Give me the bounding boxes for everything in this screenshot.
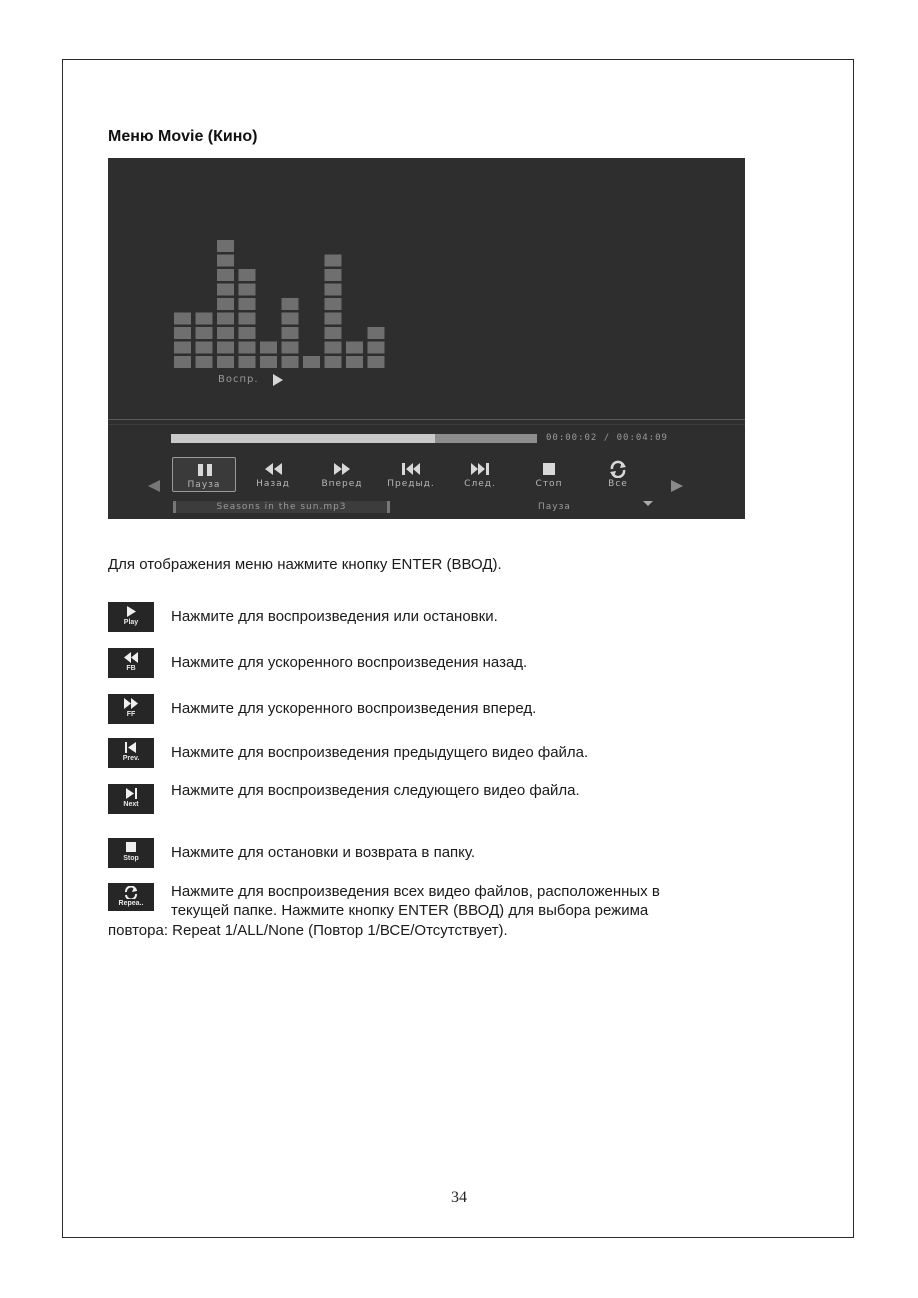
icon-caption: Next — [123, 801, 139, 808]
fast-forward-button[interactable] — [310, 457, 374, 492]
visualizer-cell — [217, 313, 234, 325]
tv-divider — [108, 419, 745, 420]
spectrum-visualizer — [108, 158, 745, 418]
visualizer-cell — [239, 327, 256, 339]
visualizer-cell — [217, 327, 234, 339]
control-label: Пауза — [187, 480, 221, 490]
visualizer-cell — [239, 284, 256, 296]
visualizer-cell — [325, 313, 342, 325]
legend-text: Нажмите для воспроизведения предыдущего видео файла. — [171, 744, 589, 761]
visualizer-cell — [196, 327, 213, 339]
visualizer-cell — [368, 342, 385, 354]
play-icon — [108, 602, 154, 632]
stop-button[interactable] — [517, 457, 581, 492]
control-label: Вперед — [321, 479, 363, 489]
time-readout: 00:00:02 / 00:04:09 — [546, 433, 668, 443]
fast-forward-icon — [108, 694, 154, 724]
icon-caption: Prev. — [122, 755, 140, 762]
control-label: Все — [608, 479, 628, 489]
visualizer-cell — [260, 342, 277, 354]
visualizer-cell — [346, 356, 363, 368]
rewind-button[interactable] — [241, 457, 305, 492]
icon-caption: FF — [126, 711, 136, 718]
visualizer-cell — [174, 313, 191, 325]
visualizer-cell — [325, 269, 342, 281]
next-icon — [448, 460, 512, 478]
legend-text-line2: текущей папке. Нажмите кнопку ENTER (ВВОД) для выбора режима — [171, 902, 649, 919]
visualizer-cell — [174, 356, 191, 368]
icon-caption: FB — [126, 665, 136, 672]
visualizer-cell — [196, 356, 213, 368]
visualizer-cell — [217, 240, 234, 252]
control-label: Назад — [256, 479, 290, 489]
control-label: Предыд. — [387, 479, 435, 489]
playback-progress-bar[interactable] — [171, 434, 537, 443]
next-button[interactable] — [448, 457, 512, 492]
visualizer-cell — [282, 313, 299, 325]
stop-icon — [108, 838, 154, 868]
repeat-icon — [586, 460, 650, 478]
section-title: Меню Movie (Кино) — [108, 128, 258, 145]
visualizer-cell — [174, 342, 191, 354]
legend-text: Нажмите для ускоренного воспроизведения вперед. — [171, 700, 537, 717]
playback-progress-fill — [171, 434, 435, 443]
icon-caption: Play — [123, 619, 139, 626]
visualizer-cell — [282, 356, 299, 368]
tv-menu-screenshot — [108, 158, 745, 519]
visualizer-cell — [217, 255, 234, 267]
icon-caption: Stop — [123, 855, 139, 862]
repeat-icon — [108, 883, 154, 911]
visualizer-cell — [239, 356, 256, 368]
previous-icon — [379, 460, 443, 478]
visualizer-cell — [282, 327, 299, 339]
rewind-icon — [241, 460, 305, 478]
visualizer-cell — [217, 284, 234, 296]
legend-text: Нажмите для воспроизведения следующего видео файла. — [171, 782, 580, 799]
legend-text: Нажмите для остановки и возврата в папку. — [171, 844, 476, 861]
visualizer-cell — [325, 342, 342, 354]
previous-button[interactable] — [379, 457, 443, 492]
viz-play-label: Воспр. — [218, 374, 259, 385]
legend-text: Нажмите для ускоренного воспроизведения назад. — [171, 654, 528, 671]
visualizer-cell — [239, 342, 256, 354]
visualizer-cell — [325, 255, 342, 267]
visualizer-cell — [217, 356, 234, 368]
visualizer-cell — [217, 298, 234, 310]
playback-status: Пауза — [538, 502, 571, 512]
visualizer-cell — [239, 298, 256, 310]
legend-text: Нажмите для воспроизведения или остановки. — [171, 608, 498, 625]
control-label: След. — [464, 479, 496, 489]
play-indicator-icon — [273, 374, 283, 386]
next-icon — [108, 784, 154, 814]
visualizer-cell — [217, 342, 234, 354]
scroll-left-arrow-icon[interactable] — [148, 480, 160, 492]
pause-icon — [173, 461, 237, 479]
intro-text: Для отображения меню нажмите кнопку ENTER (ВВОД). — [108, 556, 502, 573]
previous-icon — [108, 738, 154, 768]
pause-button[interactable] — [172, 457, 236, 492]
file-name-bar: Seasons in the sun.mp3 — [173, 501, 390, 513]
legend-text-line3: повтора: Repeat 1/ALL/None (Повтор 1/ВСЕ/Отсутствует). — [108, 922, 508, 939]
stop-icon — [517, 460, 581, 478]
visualizer-cell — [368, 327, 385, 339]
visualizer-cell — [196, 342, 213, 354]
control-label: Стоп — [535, 479, 563, 489]
icon-caption: Repea.. — [118, 900, 144, 907]
page-number: 34 — [451, 1189, 467, 1206]
visualizer-cell — [282, 298, 299, 310]
visualizer-cell — [325, 284, 342, 296]
visualizer-cell — [239, 313, 256, 325]
visualizer-cell — [325, 298, 342, 310]
visualizer-cell — [196, 313, 213, 325]
visualizer-cell — [325, 327, 342, 339]
chevron-down-icon[interactable] — [643, 501, 653, 506]
visualizer-cell — [282, 342, 299, 354]
visualizer-cell — [174, 327, 191, 339]
legend-text: Нажмите для воспроизведения всех видео файлов, расположенных в — [171, 883, 660, 900]
visualizer-cell — [346, 342, 363, 354]
tv-divider-secondary — [108, 424, 745, 425]
scroll-right-arrow-icon[interactable] — [671, 480, 683, 492]
rewind-icon — [108, 648, 154, 678]
fast-forward-icon — [310, 460, 374, 478]
visualizer-cell — [217, 269, 234, 281]
visualizer-cell — [239, 269, 256, 281]
visualizer-cell — [260, 356, 277, 368]
visualizer-cell — [303, 356, 320, 368]
visualizer-cell — [368, 356, 385, 368]
repeat-button[interactable] — [586, 457, 650, 492]
visualizer-cell — [325, 356, 342, 368]
